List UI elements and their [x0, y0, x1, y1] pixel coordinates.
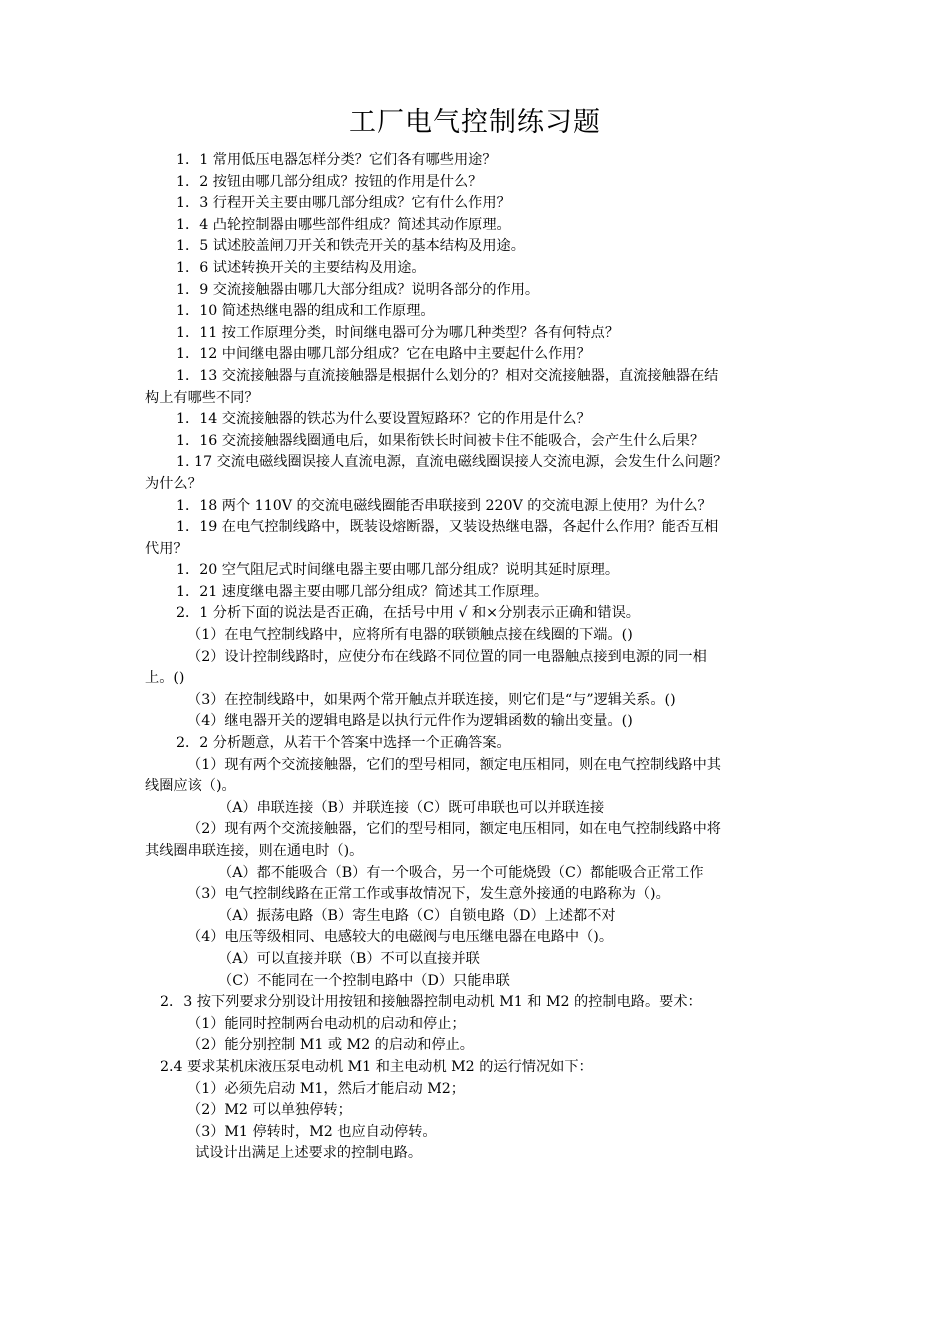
text-line: 2.4 要求某机床液压泵电动机 M1 和主电动机 M2 的运行情况如下：: [160, 1058, 593, 1075]
text-line: （A）串联连接（B）并联连接（C）既可串联也可以并联连接: [218, 799, 605, 816]
text-line: 试设计出满足上述要求的控制电路。: [195, 1145, 423, 1162]
text-line: （C）不能同在一个控制电路中（D）只能串联: [218, 972, 510, 989]
text-line: （2）现有两个交流接触器，它们的型号相同，额定电压相同，如在电气控制线路中将: [187, 821, 721, 838]
text-line: 1．10 简述热继电器的组成和工作原理。: [176, 303, 435, 320]
text-line: 2．2 分析题意，从若干个答案中选择一个正确答案。: [176, 735, 511, 752]
text-line: 1．5 试述胶盖闸刀开关和铁壳开关的基本结构及用途。: [176, 238, 525, 255]
text-line: 1．18 两个 110V 的交流电磁线圈能否串联接到 220V 的交流电源上使用？为什么？: [176, 497, 712, 514]
text-line: 1．6 试述转换开关的主要结构及用途。: [176, 259, 426, 276]
text-line: （1）能同时控制两台电动机的启动和停止；: [187, 1015, 466, 1032]
text-line-continuation: 线圈应该（)。: [145, 778, 236, 795]
text-line: 1．13 交流接触器与直流接触器是根据什么划分的？相对交流接触器，直流接触器在结: [176, 367, 719, 384]
text-line: （1）现有两个交流接触器，它们的型号相同，额定电压相同，则在电气控制线路中其: [187, 756, 721, 773]
text-line: 1．21 速度继电器主要由哪几部分组成？简述其工作原理。: [176, 583, 549, 600]
text-line: （2）能分别控制 M1 或 M2 的启动和停止。: [187, 1037, 474, 1054]
text-line: 1．20 空气阻尼式时间继电器主要由哪几部分组成？说明其延时原理。: [176, 562, 620, 579]
question-list: [0, 150, 950, 1165]
text-line: 1．3 行程开关主要由哪几部分组成？它有什么作用？: [176, 195, 511, 212]
text-line: 1．9 交流接触器由哪几大部分组成？说明各部分的作用。: [176, 281, 540, 298]
text-line: 1．4 凸轮控制器由哪些部件组成？简述其动作原理。: [176, 216, 511, 233]
text-line: 1．16 交流接触器线圈通电后，如果衔铁长时间被卡住不能吸合，会产生什么后果？: [176, 432, 705, 449]
text-line-continuation: 代用？: [145, 540, 188, 557]
text-line: 1．14 交流接触器的铁芯为什么要设置短路环？它的作用是什么？: [176, 411, 591, 428]
text-line: 1．11 按工作原理分类，时间继电器可分为哪几种类型？各有何特点？: [176, 324, 620, 341]
text-line: （A）都不能吸合（B）有一个吸合，另一个可能烧毁（C）都能吸合正常工作: [218, 864, 704, 881]
text-line-continuation: 其线圈串联连接，则在通电时（)。: [145, 843, 364, 859]
text-line: 1．2 按钮由哪几部分组成？按钮的作用是什么？: [176, 173, 483, 190]
text-line: （A）可以直接并联（B）不可以直接并联: [218, 950, 480, 967]
text-line: 1．12 中间继电器由哪几部分组成？它在电路中主要起什么作用？: [176, 346, 591, 363]
text-line: （2）M2 可以单独停转；: [187, 1102, 352, 1119]
text-line-continuation: 构上有哪些不同？: [145, 389, 259, 406]
text-line: （3）电气控制线路在正常工作或事故情况下，发生意外接通的电路称为（)。: [187, 886, 670, 903]
text-line: （2）设计控制线路时，应使分布在线路不同位置的同一电器触点接到电源的同一相: [187, 648, 707, 665]
text-line: （3）M1 停转时，M2 也应自动停转。: [187, 1123, 437, 1140]
text-line-continuation: 上。(): [145, 670, 185, 687]
text-line: 1．19 在电气控制线路中，既装设熔断器，又装设热继电器，各起什么作用？能否互相: [176, 519, 719, 536]
text-line: （4）继电器开关的逻辑电路是以执行元件作为逻辑函数的输出变量。(): [187, 713, 633, 730]
document-title: 工厂电气控制练习题: [349, 107, 601, 138]
text-line: 2．1 分析下面的说法是否正确，在括号中用 √ 和×分别表示正确和错误。: [176, 605, 640, 622]
text-line: （A）振荡电路（B）寄生电路（C）自锁电路（D）上述都不对: [218, 907, 616, 924]
text-line: 1. 17 交流电磁线圈误接人直流电源，直流电磁线圈误接人交流电源，会发生什么问题？: [176, 454, 728, 471]
text-line: （4）电压等级相同、电感较大的电磁阀与电压继电器在电路中（)。: [187, 929, 614, 946]
text-line: （3）在控制线路中，如果两个常开触点并联连接，则它们是“与”逻辑关系。(): [187, 691, 676, 708]
text-line: 2．3 按下列要求分别设计用按钮和接触器控制电动机 M1 和 M2 的控制电路。要术：: [160, 994, 702, 1011]
text-line: 1．1 常用低压电器怎样分类？它们各有哪些用途？: [176, 152, 497, 168]
text-line: （1）必须先启动 M1，然后才能启动 M2；: [187, 1080, 465, 1097]
text-line: （1）在电气控制线路中，应将所有电器的联锁触点接在线圈的下端。(): [187, 627, 633, 644]
text-line-continuation: 为什么？: [145, 475, 202, 492]
